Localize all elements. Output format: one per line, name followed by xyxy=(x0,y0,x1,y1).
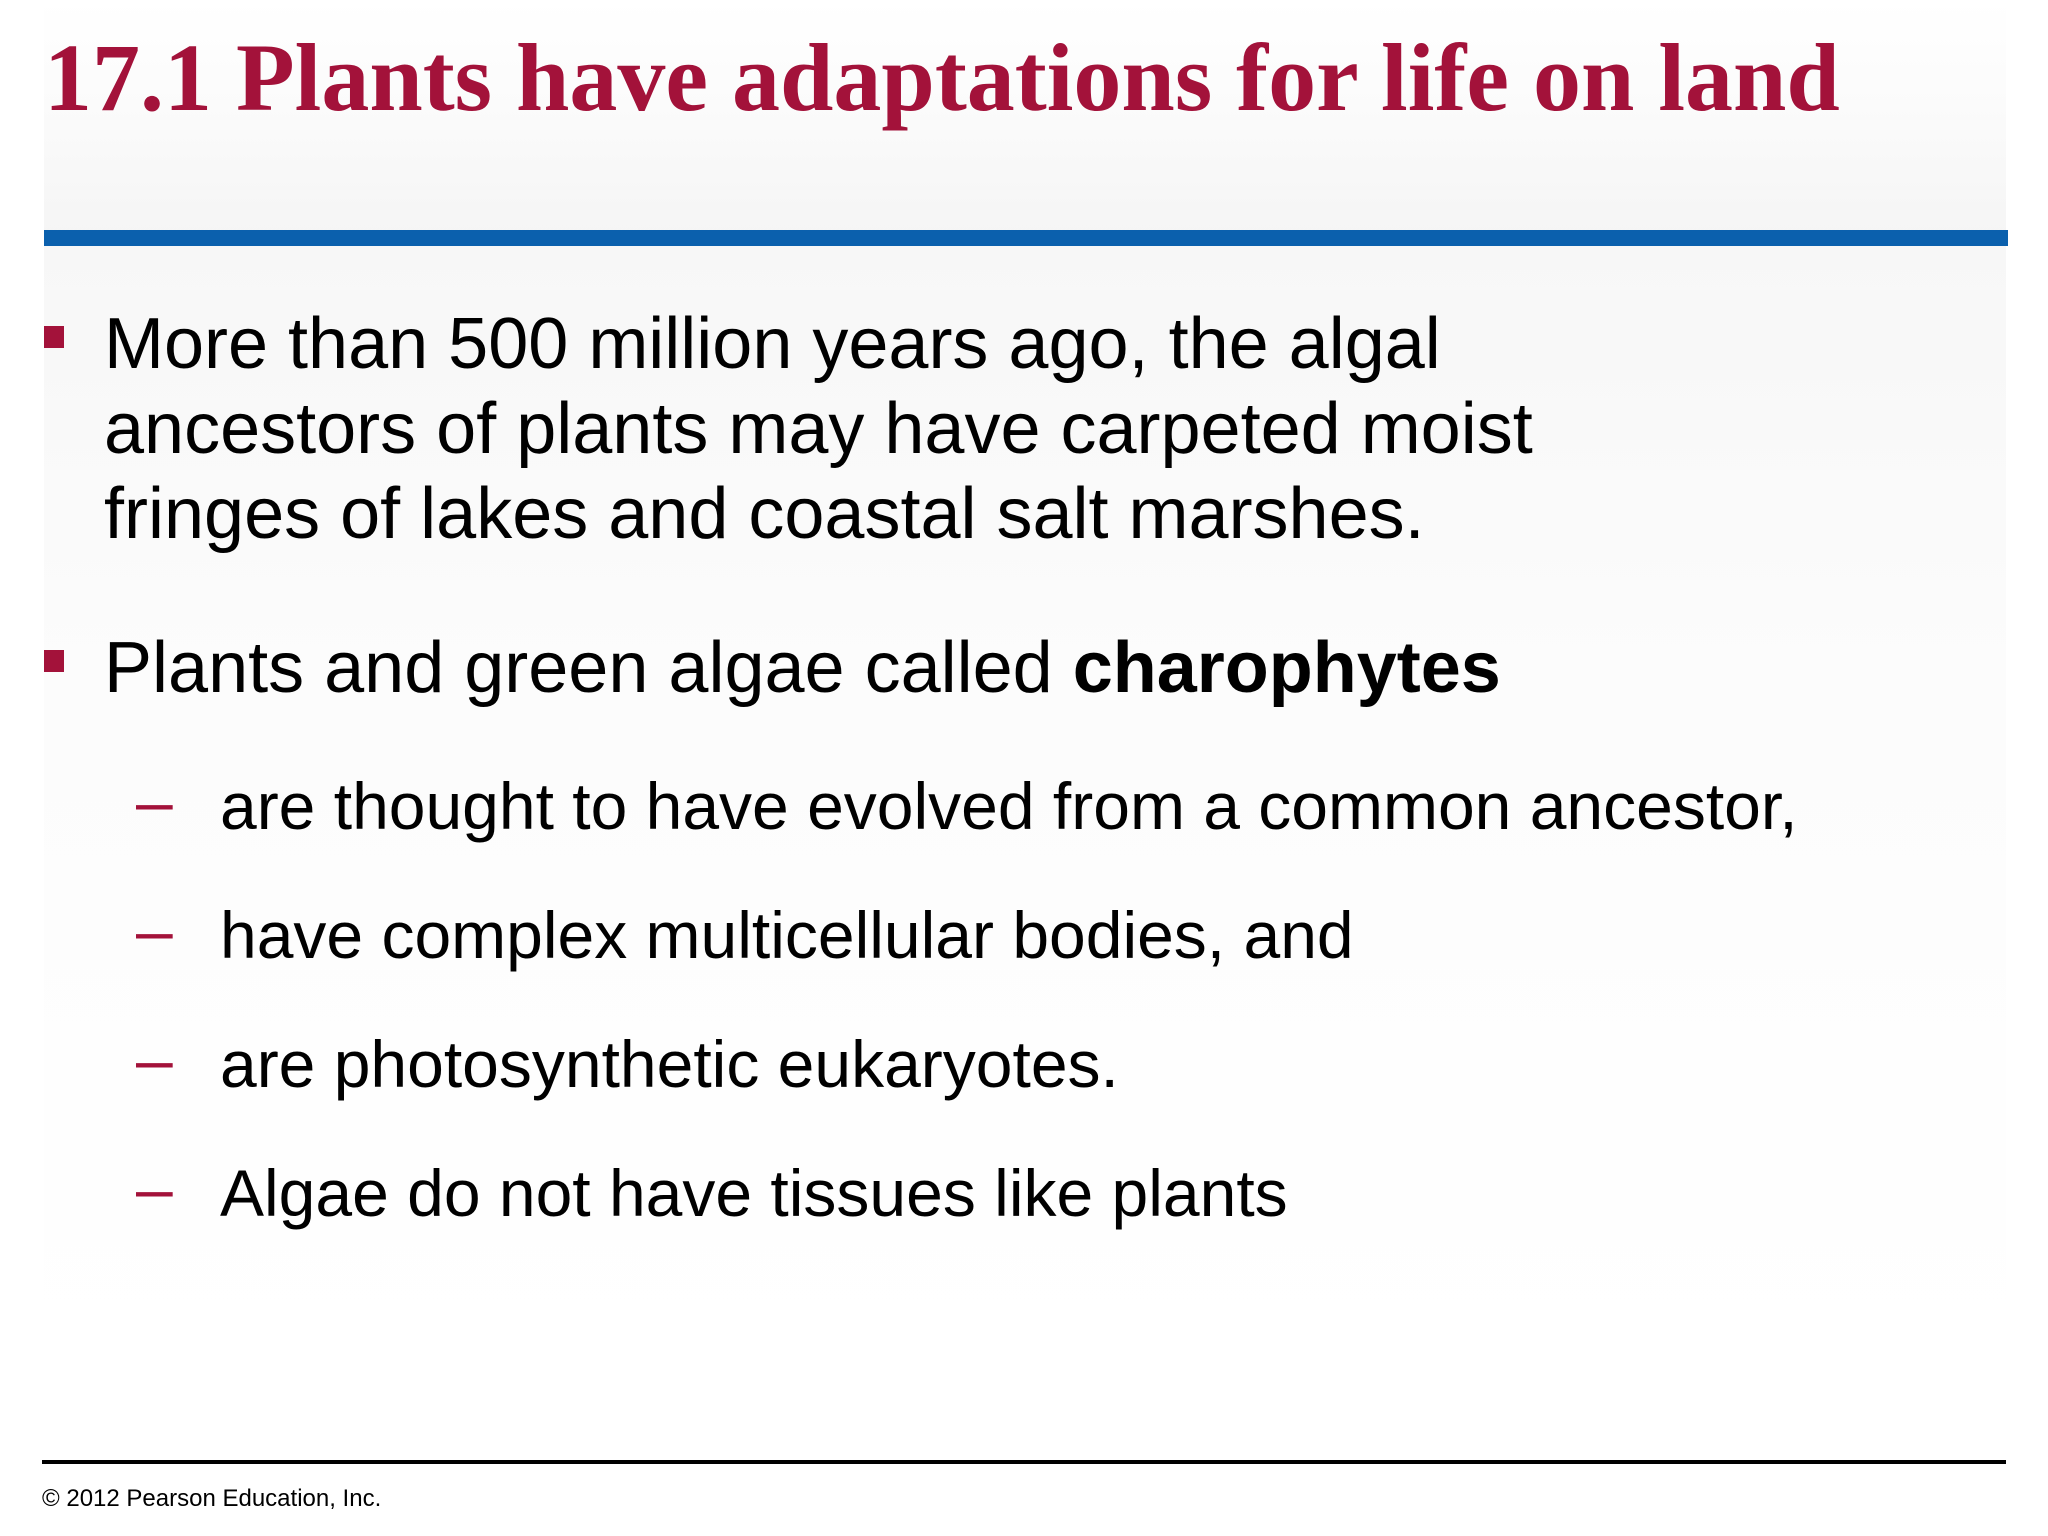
sub-bullet-text: Algae do not have tissues like plants xyxy=(220,1156,1288,1230)
square-bullet-icon xyxy=(44,650,64,672)
bullet-item xyxy=(104,626,1964,711)
key-term: charophytes xyxy=(1072,628,1501,708)
bullet-text-line xyxy=(104,626,1964,711)
sub-bullet-text: are thought to have evolved from a common ancestor, xyxy=(220,769,1798,843)
bullet-text-line: ancestors of plants may have carpeted moist xyxy=(104,389,1533,469)
copyright-footer: © 2012 Pearson Education, Inc. xyxy=(42,1485,382,1512)
sub-bullet-item xyxy=(136,764,2000,846)
sub-bullet-text: are photosynthetic eukaryotes. xyxy=(220,1027,1119,1101)
dash-bullet-icon: – xyxy=(136,764,173,838)
square-bullet-icon xyxy=(44,326,64,348)
dash-bullet-icon: – xyxy=(136,893,173,967)
dash-bullet-icon: – xyxy=(136,1151,173,1225)
title-divider xyxy=(44,230,2008,246)
slide-title: 17.1 Plants have adaptations for life on land xyxy=(44,24,1840,131)
bullet-text-line: fringes of lakes and coastal salt marshes. xyxy=(104,474,1425,554)
dash-bullet-icon: – xyxy=(136,1022,173,1096)
sub-bullet-item xyxy=(136,893,2000,975)
bullet-text-line: More than 500 million years ago, the algal xyxy=(104,304,1441,384)
sub-bullet-text: have complex multicellular bodies, and xyxy=(220,898,1354,972)
footer-divider xyxy=(42,1460,2006,1464)
sub-bullet-item xyxy=(136,1151,2000,1233)
bullet-text: Plants and green algae called xyxy=(104,628,1073,708)
bullet-item xyxy=(104,302,1964,557)
sub-bullet-item xyxy=(136,1022,2000,1104)
